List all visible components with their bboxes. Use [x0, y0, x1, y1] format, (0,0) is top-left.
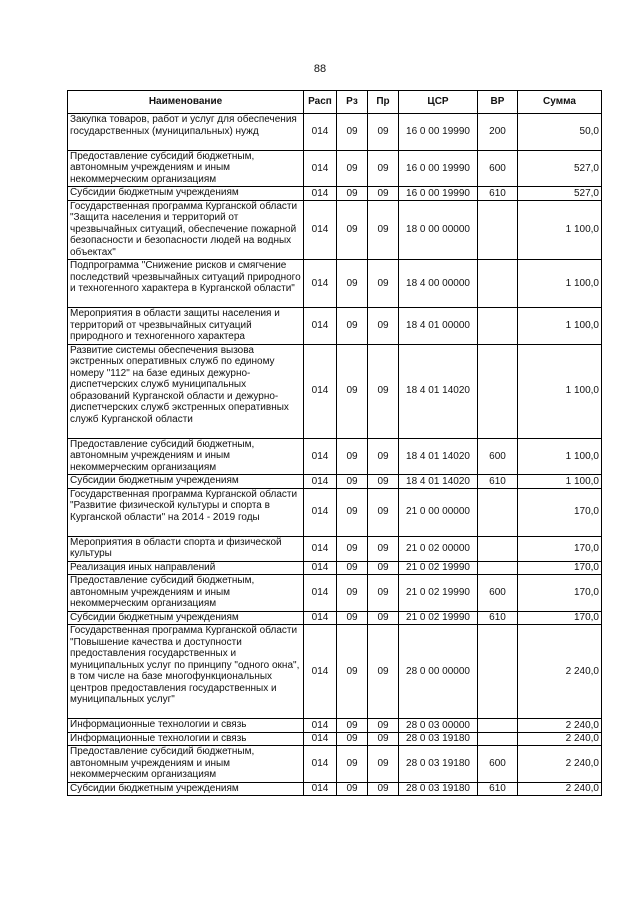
column-header-vr: ВР: [478, 91, 518, 114]
cell-sum: 2 240,0: [518, 719, 602, 733]
cell-csr: 18 4 01 00000: [399, 308, 478, 345]
cell-csr: 21 0 00 00000: [399, 488, 478, 536]
cell-name: Субсидии бюджетным учреждениям: [68, 187, 304, 201]
cell-rasp: 014: [304, 344, 337, 438]
cell-csr: 16 0 00 19990: [399, 187, 478, 201]
cell-csr: 16 0 00 19990: [399, 150, 478, 187]
cell-rz: 09: [337, 438, 368, 475]
cell-rasp: 014: [304, 187, 337, 201]
cell-rasp: 014: [304, 200, 337, 260]
table-row: [68, 344, 602, 438]
column-header-sum: Сумма: [518, 91, 602, 114]
cell-pr: 09: [368, 438, 399, 475]
cell-rasp: 014: [304, 114, 337, 151]
cell-pr: 09: [368, 719, 399, 733]
cell-name: Мероприятия в области защиты населения и территорий от чрезвычайных ситуаций природного и техногенного характера: [68, 308, 304, 345]
table-row: [68, 308, 602, 345]
cell-csr: 28 0 03 19180: [399, 782, 478, 796]
cell-name: Мероприятия в области спорта и физической культуры: [68, 536, 304, 561]
cell-csr: 16 0 00 19990: [399, 114, 478, 151]
cell-sum: 170,0: [518, 575, 602, 612]
column-header-csr: ЦСР: [399, 91, 478, 114]
cell-name: Предоставление субсидий бюджетным, автономным учреждениям и иным некоммерческим организациям: [68, 438, 304, 475]
cell-name: Реализация иных направлений: [68, 561, 304, 575]
cell-pr: 09: [368, 344, 399, 438]
cell-rasp: 014: [304, 475, 337, 489]
cell-rz: 09: [337, 732, 368, 746]
cell-csr: 21 0 02 19990: [399, 561, 478, 575]
table-row: [68, 732, 602, 746]
cell-name: Предоставление субсидий бюджетным, автономным учреждениям и иным некоммерческим организациям: [68, 746, 304, 783]
cell-sum: 1 100,0: [518, 260, 602, 308]
cell-vr: 200: [478, 114, 518, 151]
cell-sum: 170,0: [518, 611, 602, 625]
cell-sum: 170,0: [518, 536, 602, 561]
cell-vr: 600: [478, 438, 518, 475]
cell-rz: 09: [337, 746, 368, 783]
cell-rasp: 014: [304, 625, 337, 719]
cell-pr: 09: [368, 611, 399, 625]
cell-csr: 18 4 01 14020: [399, 344, 478, 438]
cell-rasp: 014: [304, 438, 337, 475]
cell-sum: 170,0: [518, 561, 602, 575]
cell-rz: 09: [337, 719, 368, 733]
cell-pr: 09: [368, 746, 399, 783]
cell-sum: 50,0: [518, 114, 602, 151]
cell-csr: 18 4 01 14020: [399, 475, 478, 489]
cell-rasp: 014: [304, 536, 337, 561]
table-row: [68, 114, 602, 151]
cell-name: Государственная программа Курганской области "Развитие физической культуры и спорта в Курганской области" на 2014 - 2019 годы: [68, 488, 304, 536]
cell-rz: 09: [337, 536, 368, 561]
table-row: [68, 187, 602, 201]
cell-pr: 09: [368, 488, 399, 536]
cell-vr: [478, 536, 518, 561]
cell-rz: 09: [337, 561, 368, 575]
cell-csr: 18 4 00 00000: [399, 260, 478, 308]
cell-vr: [478, 732, 518, 746]
cell-pr: 09: [368, 260, 399, 308]
page-number: 88: [313, 63, 327, 75]
cell-csr: 18 0 00 00000: [399, 200, 478, 260]
cell-pr: 09: [368, 561, 399, 575]
table-header-row: [68, 91, 602, 114]
cell-rz: 09: [337, 187, 368, 201]
cell-rz: 09: [337, 260, 368, 308]
table-row: [68, 611, 602, 625]
cell-rz: 09: [337, 488, 368, 536]
cell-pr: 09: [368, 150, 399, 187]
cell-pr: 09: [368, 187, 399, 201]
table-row: [68, 575, 602, 612]
cell-pr: 09: [368, 114, 399, 151]
cell-pr: 09: [368, 536, 399, 561]
cell-rasp: 014: [304, 308, 337, 345]
cell-rasp: 014: [304, 746, 337, 783]
cell-rz: 09: [337, 611, 368, 625]
table-row: [68, 438, 602, 475]
cell-sum: 527,0: [518, 150, 602, 187]
cell-vr: [478, 561, 518, 575]
cell-sum: 1 100,0: [518, 200, 602, 260]
cell-name: Закупка товаров, работ и услуг для обеспечения государственных (муниципальных) нужд: [68, 114, 304, 151]
cell-sum: 2 240,0: [518, 625, 602, 719]
cell-name: Предоставление субсидий бюджетным, автономным учреждениям и иным некоммерческим организациям: [68, 150, 304, 187]
cell-rasp: 014: [304, 782, 337, 796]
cell-csr: 21 0 02 00000: [399, 536, 478, 561]
cell-vr: [478, 488, 518, 536]
cell-csr: 28 0 00 00000: [399, 625, 478, 719]
cell-rasp: 014: [304, 260, 337, 308]
cell-rz: 09: [337, 200, 368, 260]
cell-csr: 21 0 02 19990: [399, 575, 478, 612]
cell-rz: 09: [337, 475, 368, 489]
table-row: [68, 200, 602, 260]
column-header-rz: Рз: [337, 91, 368, 114]
cell-name: Государственная программа Курганской области "Повышение качества и доступности предоставления государственных и муниципальных услуг по принципу "одного окна", в том числе на базе многофункциональных центров предоставления государственных и муниципальных услуг": [68, 625, 304, 719]
cell-csr: 18 4 01 14020: [399, 438, 478, 475]
cell-sum: 2 240,0: [518, 732, 602, 746]
cell-rz: 09: [337, 114, 368, 151]
cell-rz: 09: [337, 344, 368, 438]
table-row: [68, 561, 602, 575]
cell-pr: 09: [368, 575, 399, 612]
cell-rasp: 014: [304, 150, 337, 187]
cell-vr: 600: [478, 575, 518, 612]
cell-rasp: 014: [304, 561, 337, 575]
cell-pr: 09: [368, 200, 399, 260]
table-row: [68, 150, 602, 187]
cell-csr: 28 0 03 19180: [399, 732, 478, 746]
cell-vr: [478, 308, 518, 345]
cell-name: Субсидии бюджетным учреждениям: [68, 782, 304, 796]
cell-vr: 610: [478, 782, 518, 796]
cell-vr: [478, 344, 518, 438]
table-row: [68, 475, 602, 489]
cell-rz: 09: [337, 575, 368, 612]
cell-name: Информационные технологии и связь: [68, 719, 304, 733]
cell-pr: 09: [368, 475, 399, 489]
cell-rasp: 014: [304, 488, 337, 536]
budget-table: [67, 90, 602, 796]
cell-rasp: 014: [304, 732, 337, 746]
table-row: [68, 536, 602, 561]
table-row: [68, 260, 602, 308]
cell-vr: [478, 200, 518, 260]
cell-vr: 610: [478, 611, 518, 625]
cell-pr: 09: [368, 732, 399, 746]
cell-vr: 600: [478, 746, 518, 783]
table-body: [68, 114, 602, 796]
table-row: [68, 746, 602, 783]
cell-pr: 09: [368, 782, 399, 796]
column-header-rasp: Расп: [304, 91, 337, 114]
cell-rz: 09: [337, 625, 368, 719]
cell-pr: 09: [368, 308, 399, 345]
cell-sum: 170,0: [518, 488, 602, 536]
cell-name: Информационные технологии и связь: [68, 732, 304, 746]
cell-name: Субсидии бюджетным учреждениям: [68, 611, 304, 625]
table-row: [68, 488, 602, 536]
cell-csr: 28 0 03 00000: [399, 719, 478, 733]
cell-name: Развитие системы обеспечения вызова экстренных оперативных служб по единому номеру "112" на базе единых дежурно-диспетчерских служб муниципальных образований Курганской области и дежурно-диспетчерских служб экстренных оперативных служб Курганской области: [68, 344, 304, 438]
cell-sum: 2 240,0: [518, 782, 602, 796]
cell-vr: 610: [478, 187, 518, 201]
table-row: [68, 719, 602, 733]
cell-vr: [478, 719, 518, 733]
column-header-name: Наименование: [68, 91, 304, 114]
table-row: [68, 782, 602, 796]
cell-name: Подпрограмма "Снижение рисков и смягчение последствий чрезвычайных ситуаций природного и техногенного характера в Курганской области": [68, 260, 304, 308]
cell-vr: 600: [478, 150, 518, 187]
cell-sum: 527,0: [518, 187, 602, 201]
cell-name: Предоставление субсидий бюджетным, автономным учреждениям и иным некоммерческим организациям: [68, 575, 304, 612]
cell-csr: 28 0 03 19180: [399, 746, 478, 783]
cell-rasp: 014: [304, 575, 337, 612]
cell-pr: 09: [368, 625, 399, 719]
cell-name: Государственная программа Курганской области "Защита населения и территорий от чрезвычайных ситуаций, обеспечение пожарной безопасности и безопасности людей на водных объектах": [68, 200, 304, 260]
cell-vr: 610: [478, 475, 518, 489]
cell-sum: 1 100,0: [518, 475, 602, 489]
cell-rz: 09: [337, 782, 368, 796]
table-row: [68, 625, 602, 719]
cell-sum: 1 100,0: [518, 438, 602, 475]
cell-sum: 2 240,0: [518, 746, 602, 783]
cell-sum: 1 100,0: [518, 344, 602, 438]
cell-sum: 1 100,0: [518, 308, 602, 345]
cell-rasp: 014: [304, 719, 337, 733]
cell-vr: [478, 625, 518, 719]
column-header-pr: Пр: [368, 91, 399, 114]
cell-rz: 09: [337, 150, 368, 187]
cell-rasp: 014: [304, 611, 337, 625]
cell-rz: 09: [337, 308, 368, 345]
cell-vr: [478, 260, 518, 308]
cell-csr: 21 0 02 19990: [399, 611, 478, 625]
cell-name: Субсидии бюджетным учреждениям: [68, 475, 304, 489]
